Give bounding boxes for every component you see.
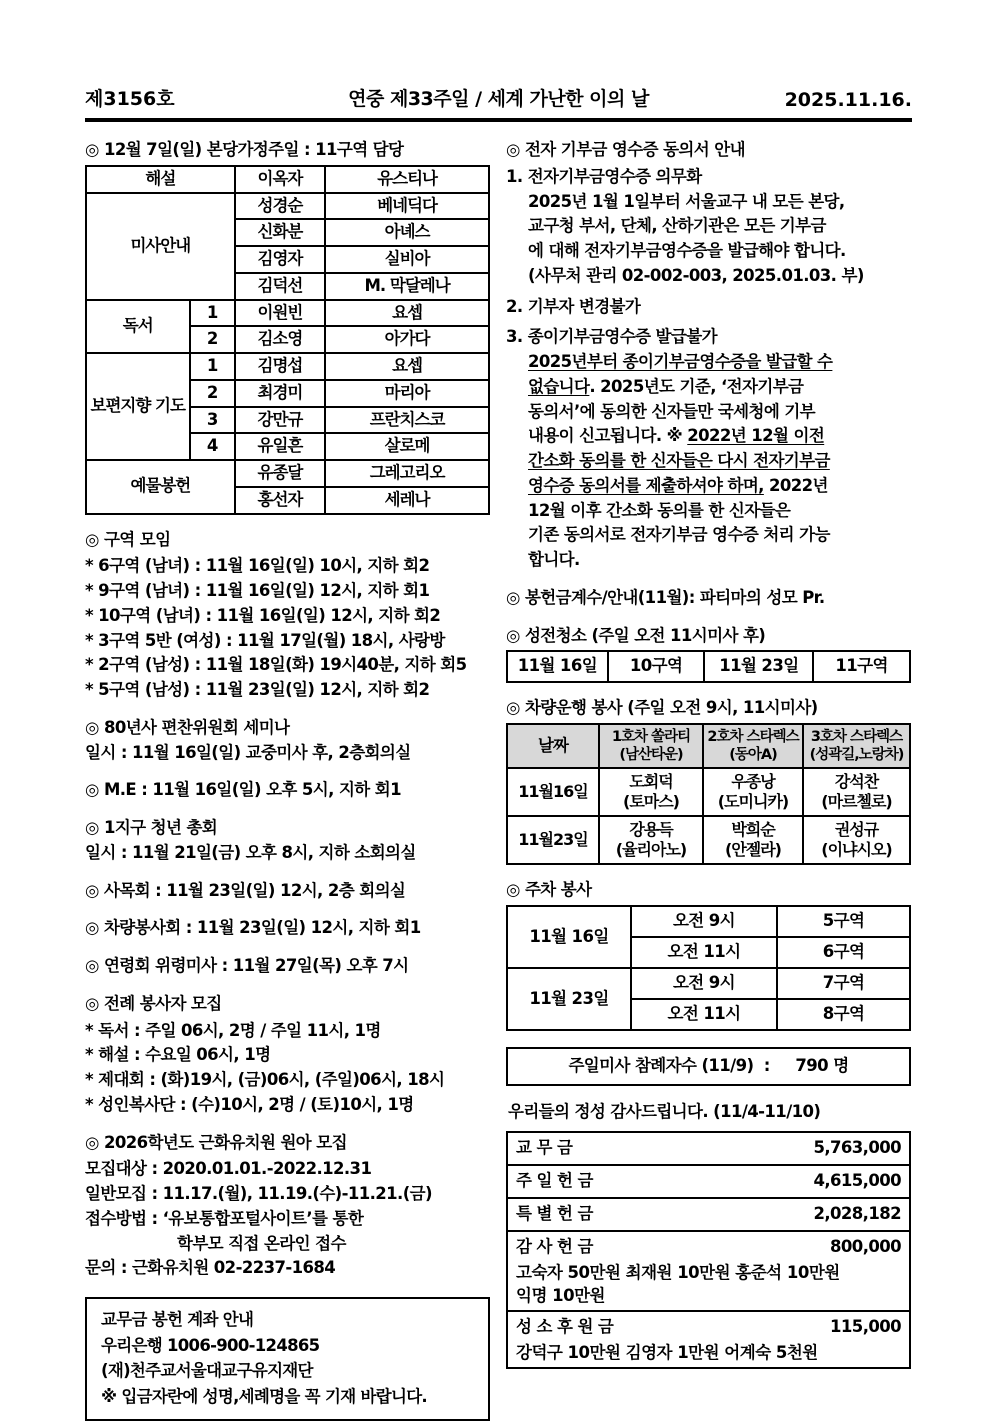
date-cell: 11월 23일 xyxy=(507,968,631,1030)
table-row xyxy=(507,651,910,682)
detail-line: 일시 : 11월 16일(일) 교중미사 후, 2층회의실 xyxy=(85,742,411,762)
section-kindergarten xyxy=(85,1131,490,1282)
section-heading: ◎ 봉헌금계수/안내(11월): 파티마의 성모 Pr. xyxy=(506,587,825,607)
section-liturgy-recruit xyxy=(85,992,490,1118)
date-cell: 11월 23일 xyxy=(704,651,813,682)
list-item: * 2구역 (남성) : 11월 18일(화) 19시40분, 지하 회5 xyxy=(85,655,467,675)
name-cell: 강만규 xyxy=(235,407,325,434)
list-item: * 5구역 (남성) : 11월 23일(일) 12시, 지하 회2 xyxy=(85,680,430,699)
date-cell: 11월16일 xyxy=(507,768,599,816)
section-heading: ◎ 차량봉사회 : 11월 23일(일) 12시, 지하 회1 xyxy=(85,918,421,938)
baptismal-cell: 유스티나 xyxy=(325,166,489,193)
plain-text: 합니다. xyxy=(528,550,580,569)
offering-amount: 4,615,000 xyxy=(813,1170,901,1190)
detail-line: 학부모 직접 온라인 접수 xyxy=(177,1233,346,1253)
donor-detail: 고숙자 50만원 최재원 10만원 홍준석 10만원 xyxy=(516,1262,840,1282)
numbered-item: 2. 기부자 변경불가 xyxy=(506,296,641,316)
baptismal-cell: 아녜스 xyxy=(325,219,489,246)
driver-cell: 강석찬 (마르첼로) xyxy=(803,768,910,816)
zone-cell: 6구역 xyxy=(777,937,910,968)
table-row xyxy=(86,353,489,380)
detail-line xyxy=(506,350,911,375)
table-row xyxy=(508,1232,909,1313)
baptismal-cell: 마리아 xyxy=(325,380,489,407)
list-item: * 6구역 (남녀) : 11월 16일(일) 10시, 지하 회2 xyxy=(85,556,430,576)
number-cell: 3 xyxy=(190,407,235,434)
name-cell: 신화분 xyxy=(235,219,325,246)
list-item: * 10구역 (남녀) : 11월 16일(일) 12시, 지하 회2 xyxy=(85,605,441,625)
section-heading: ◎ 12월 7일(일) 본당가정주일 : 11구역 담당 xyxy=(85,140,404,159)
plain-text: 내용이 신고됩니다. ※ xyxy=(528,426,688,446)
role-cell: 미사안내 xyxy=(86,193,235,300)
time-cell: 오전 9시 xyxy=(631,968,777,999)
plain-text: 동의서’에 동의한 신자들만 국세청에 기부 xyxy=(528,401,816,421)
date-cell: 11월 16일 xyxy=(507,651,608,682)
baptismal-cell: M. 막달레나 xyxy=(325,273,489,300)
table-row xyxy=(507,968,910,999)
donor-detail: 익명 10만원 xyxy=(516,1286,605,1306)
left-column xyxy=(85,138,490,1421)
issue-date: 2025.11.16. xyxy=(784,89,912,111)
section-me xyxy=(85,778,490,803)
parking-table xyxy=(506,905,911,1031)
plain-text: 2022년 xyxy=(763,475,828,495)
numbered-item: 3. 종이기부금영수증 발급불가 xyxy=(506,327,717,347)
offering-amount: 800,000 xyxy=(830,1236,901,1256)
page-title: 연중 제33주일 / 세계 가난한 이의 날 xyxy=(348,88,649,110)
role-cell: 보편지향 기도 xyxy=(86,353,190,460)
baptismal-cell: 프란치스코 xyxy=(325,407,489,434)
driver-cell: 박희순 (안젤라) xyxy=(703,816,803,864)
name-cell: 김덕선 xyxy=(235,273,325,300)
table-row xyxy=(507,906,910,937)
detail-line: (사무처 관리 02-002-003, 2025.01.03. 부) xyxy=(528,265,864,285)
section-offering-counting xyxy=(506,586,911,611)
table-row xyxy=(508,1166,909,1199)
number-cell: 1 xyxy=(190,300,235,327)
attendance-box: 주일미사 참례자수 (11/9) : 790 명 xyxy=(506,1047,911,1086)
zone-cell: 10구역 xyxy=(608,651,705,682)
plain-text: 기존 동의서로 전자기부금 영수증 처리 가능 xyxy=(528,525,830,545)
account-info-box xyxy=(85,1297,490,1421)
list-item: * 성인복사단 : (수)10시, 2명 / (토)10시, 1명 xyxy=(85,1094,414,1114)
underlined-text: 2022년 12월 이전 xyxy=(687,426,825,446)
driver-cell: 우종낭 (도미니카) xyxy=(703,768,803,816)
cleaning-table xyxy=(506,650,911,683)
role-cell: 독서 xyxy=(86,300,190,354)
detail-line xyxy=(506,424,911,449)
underlined-text: 2025년부터 종이기부금영수증을 발급할 수 xyxy=(528,352,833,371)
detail-line xyxy=(506,449,911,474)
detail-line: 2025년 1월 1일부터 서울교구 내 모든 본당, xyxy=(528,191,845,211)
list-item: * 제대회 : (화)19시, (금)06시, (주일)06시, 18시 xyxy=(85,1070,445,1089)
name-cell: 이옥자 xyxy=(235,166,325,193)
section-heading: ◎ 연령회 위령미사 : 11월 27일(목) 오후 7시 xyxy=(85,956,409,975)
header-cell: 날짜 xyxy=(507,724,599,768)
detail-line: 일시 : 11월 21일(금) 오후 8시, 지하 소회의실 xyxy=(85,842,416,862)
detail-line: 접수방법 : ‘유보통합포털사이트’를 통한 xyxy=(85,1208,364,1228)
detail-line: 모집대상 : 2020.01.01.-2022.12.31 xyxy=(85,1159,372,1179)
table-row xyxy=(86,300,489,327)
account-holder: (재)천주교서울대교구유지재단 xyxy=(101,1361,313,1381)
baptismal-cell: 요셉 xyxy=(325,353,489,380)
name-cell: 김영자 xyxy=(235,246,325,273)
underlined-text: 영수증 동의서를 제출하셔야 하며, xyxy=(528,475,764,495)
driver-cell: 권성규 (이냐시오) xyxy=(803,816,910,864)
table-row xyxy=(508,1133,909,1166)
baptismal-cell: 베네딕다 xyxy=(325,193,489,220)
offering-amount: 115,000 xyxy=(830,1317,901,1337)
number-cell: 1 xyxy=(190,353,235,380)
header-cell: 1호차 쏠라티 (남산타운) xyxy=(599,724,703,768)
name-cell: 홍선자 xyxy=(235,487,325,514)
offering-label: 주 일 헌 금 xyxy=(516,1170,593,1190)
section-e-receipt xyxy=(506,138,911,573)
table-row xyxy=(507,816,910,864)
section-pastoral-council xyxy=(85,879,490,904)
section-heading: ◎ 80년사 편찬위원회 세미나 xyxy=(85,717,290,737)
account-number: 우리은행 1006-900-124865 xyxy=(101,1335,320,1355)
detail-line xyxy=(506,523,911,548)
name-cell: 최경미 xyxy=(235,380,325,407)
section-heading: ◎ M.E : 11월 16일(일) 오후 5시, 지하 회1 xyxy=(85,780,401,800)
list-item: * 3구역 5반 (여성) : 11월 17일(월) 18시, 사랑방 xyxy=(85,630,445,650)
right-column xyxy=(506,138,911,1421)
driver-cell: 도회덕 (토마스) xyxy=(599,768,703,816)
section-heading: ◎ 사목회 : 11월 23일(일) 12시, 2층 회의실 xyxy=(85,880,406,900)
name-cell: 김명섭 xyxy=(235,353,325,380)
time-cell: 오전 9시 xyxy=(631,906,777,937)
section-seminar xyxy=(85,716,490,766)
detail-line xyxy=(506,400,911,425)
table-row xyxy=(507,768,910,816)
section-church-cleaning xyxy=(506,624,911,684)
name-cell: 이원빈 xyxy=(235,300,325,327)
list-item: * 9구역 (남녀) : 11월 16일(일) 12시, 지하 회1 xyxy=(85,581,430,600)
section-shuttle-service xyxy=(506,696,911,865)
numbered-item: 1. 전자기부금영수증 의무화 xyxy=(506,166,702,186)
detail-line: 문의 : 근화유치원 02-2237-1684 xyxy=(85,1258,336,1278)
table-row xyxy=(508,1312,909,1367)
ministry-table xyxy=(85,165,490,515)
section-youth-assembly xyxy=(85,816,490,866)
shuttle-table xyxy=(506,723,911,865)
time-cell: 오전 11시 xyxy=(631,937,777,968)
zone-cell: 8구역 xyxy=(777,999,910,1030)
number-cell: 2 xyxy=(190,326,235,353)
baptismal-cell: 살로메 xyxy=(325,433,489,460)
issue-number: 제3156호 xyxy=(85,88,175,110)
name-cell: 유종달 xyxy=(235,460,325,487)
section-heading: ◎ 전례 봉사자 모집 xyxy=(85,993,222,1013)
offerings-table xyxy=(506,1131,911,1370)
header-cell: 2호차 스타렉스 (동아A) xyxy=(703,724,803,768)
table-row xyxy=(508,1199,909,1232)
date-cell: 11월23일 xyxy=(507,816,599,864)
time-cell: 오전 11시 xyxy=(631,999,777,1030)
zone-cell: 7구역 xyxy=(777,968,910,999)
number-cell: 2 xyxy=(190,380,235,407)
offering-label: 감 사 헌 금 xyxy=(516,1236,593,1256)
section-heading: ◎ 성전청소 (주일 오전 11시미사 후) xyxy=(506,625,766,645)
list-item: * 독서 : 주일 06시, 2명 / 주일 11시, 1명 xyxy=(85,1020,381,1040)
masthead xyxy=(85,84,912,122)
account-note: ※ 입금자란에 성명,세례명을 꼭 기재 바랍니다. xyxy=(101,1386,428,1406)
section-family-sunday xyxy=(85,138,490,515)
detail-line xyxy=(506,375,911,400)
list-item: * 해설 : 수요일 06시, 1명 xyxy=(85,1045,271,1065)
section-heading: ◎ 구역 모임 xyxy=(85,529,171,549)
baptismal-cell: 아가다 xyxy=(325,326,489,353)
account-box-title: 교무금 봉헌 계좌 안내 xyxy=(101,1310,254,1329)
detail-line xyxy=(506,474,911,499)
offering-amount: 2,028,182 xyxy=(813,1203,901,1223)
role-cell: 예물봉헌 xyxy=(86,460,235,514)
section-district-meetings xyxy=(85,528,490,703)
offering-label: 교 무 금 xyxy=(516,1137,573,1157)
detail-line: 교구청 부서, 단체, 산하기관은 모든 기부금 xyxy=(528,216,826,236)
baptismal-cell: 그레고리오 xyxy=(325,460,489,487)
section-heading: ◎ 2026학년도 근화유치원 원아 모집 xyxy=(85,1132,347,1152)
role-cell: 해설 xyxy=(86,166,235,193)
detail-line: 에 대해 전자기부금영수증을 발급해야 합니다. xyxy=(528,241,846,260)
detail-line: 일반모집 : 11.17.(월), 11.19.(수)-11.21.(금) xyxy=(85,1184,432,1203)
section-heading: ◎ 차량운행 봉사 (주일 오전 9시, 11시미사) xyxy=(506,698,818,718)
driver-cell: 강용득 (율리아노) xyxy=(599,816,703,864)
detail-line xyxy=(506,499,911,524)
section-heading: ◎ 전자 기부금 영수증 동의서 안내 xyxy=(506,140,745,159)
section-memorial-mass xyxy=(85,954,490,979)
underlined-text: 없습니다 xyxy=(528,376,590,396)
offering-label: 성 소 후 원 금 xyxy=(516,1317,614,1337)
baptismal-cell: 요셉 xyxy=(325,300,489,327)
zone-cell: 5구역 xyxy=(777,906,910,937)
plain-text: 12월 이후 간소화 동의를 한 신자들은 xyxy=(528,500,791,520)
number-cell: 4 xyxy=(190,433,235,460)
section-heading: ◎ 1지구 청년 총회 xyxy=(85,818,218,837)
detail-line xyxy=(506,548,911,573)
donor-detail: 강덕구 10만원 김영자 1만원 어계숙 5천원 xyxy=(516,1343,818,1363)
offering-label: 특 별 헌 금 xyxy=(516,1203,593,1223)
offerings-heading: 우리들의 정성 감사드립니다. (11/4-11/10) xyxy=(508,1101,821,1121)
underlined-text: 간소화 동의를 한 신자들은 다시 전자기부금 xyxy=(528,451,830,470)
table-row xyxy=(86,193,489,220)
date-cell: 11월 16일 xyxy=(507,906,631,968)
table-row xyxy=(86,166,489,193)
section-heading: ◎ 주차 봉사 xyxy=(506,880,592,900)
zone-cell: 11구역 xyxy=(813,651,910,682)
section-parking-service xyxy=(506,878,911,1031)
table-row xyxy=(86,460,489,487)
plain-text: . 2025년도 기준, ‘전자기부금 xyxy=(589,376,804,396)
baptismal-cell: 세레나 xyxy=(325,487,489,514)
baptismal-cell: 실비아 xyxy=(325,246,489,273)
name-cell: 성경순 xyxy=(235,193,325,220)
name-cell: 유일흔 xyxy=(235,433,325,460)
offering-amount: 5,763,000 xyxy=(813,1137,901,1157)
table-header-row xyxy=(507,724,910,768)
header-cell: 3호차 스타렉스 (성곽길,노랑차) xyxy=(803,724,910,768)
section-vehicle-group xyxy=(85,916,490,941)
name-cell: 김소영 xyxy=(235,326,325,353)
